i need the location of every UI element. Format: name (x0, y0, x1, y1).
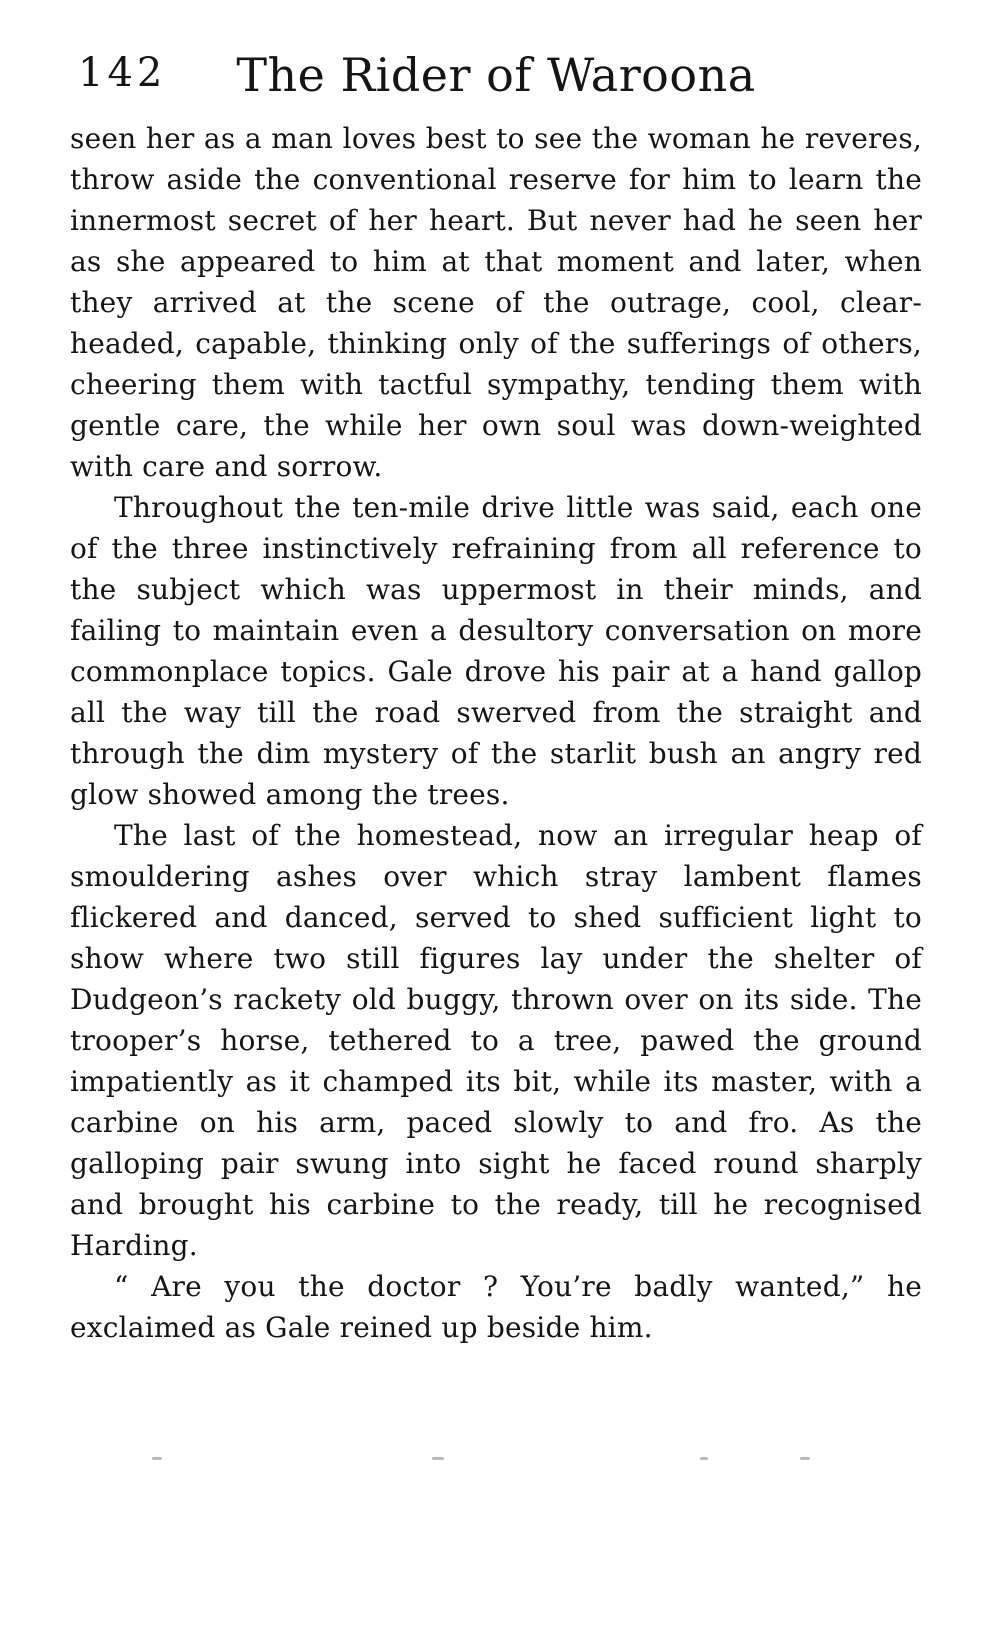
scan-artifact (432, 1457, 444, 1460)
scan-artifact (800, 1457, 810, 1460)
paragraph-4: “ Are you the doctor ? You’re badly wanted,” he exclaimed as Gale reined up beside him. (70, 1270, 922, 1344)
page-header (70, 30, 922, 102)
page-number: 142 (78, 50, 167, 96)
body-text (70, 118, 922, 1348)
scan-artifact (152, 1457, 162, 1460)
scan-artifact-row (0, 1455, 1000, 1463)
page-title: The Rider of Waroona (236, 48, 756, 102)
paragraph-2: Throughout the ten-mile drive little was said, each one of the three instinctively refraining from all reference to the subject which was uppermost in their minds, and failing to maintain even a desultory conversation on more commonplace topics. Gale drove his pair at a hand gallop all the way till the road swerved from the straight and through the dim mystery of the starlit bush an angry red glow showed among the trees. (70, 491, 922, 811)
paragraph-3: The last of the homestead, now an irregular heap of smouldering ashes over which stray lambent flames flickered and danced, served to shed sufficient light to show where two still figures lay under the shelter of Dudgeon’s rackety old buggy, thrown over on its side. The trooper’s horse, tethered to a tree, pawed the ground impatiently as it champed its bit, while its master, with a carbine on his arm, paced slowly to and fro. As the galloping pair swung into sight he faced round sharply and brought his carbine to the ready, till he recognised Harding. (70, 819, 922, 1262)
scan-artifact (700, 1457, 708, 1460)
paragraph-1: seen her as a man loves best to see the woman he reveres, throw aside the conventional reserve for him to learn the innermost secret of her heart. But never had he seen her as she appeared to him at that moment and later, when they arrived at the scene of the outrage, cool, clear-headed, capable, thinking only of the sufferings of others, cheering them with tactful sympathy, tending them with gentle care, the while her own soul was down-weighted with care and sorrow. (70, 122, 922, 483)
